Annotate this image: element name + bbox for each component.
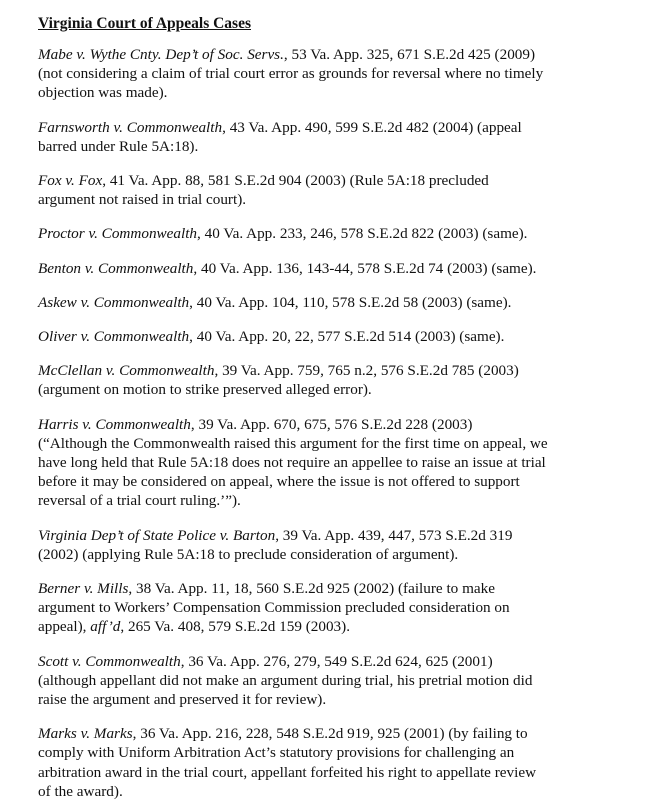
- case-parenthetical: (not considering a claim of trial court error as grounds for reversal where no timely: [38, 65, 544, 83]
- case-citation: , 39 Va. App. 670, 675, 576 S.E.2d 228 (2003): [190, 415, 473, 433]
- case-parenthetical: objection was made).: [38, 84, 168, 102]
- case-parenthetical: before it may be considered on appeal, where the issue is not offered to support: [38, 473, 520, 491]
- case-name: Marks v. Marks: [38, 725, 133, 743]
- case-name: Berner v. Mills: [38, 580, 129, 598]
- case-citation: , 43 Va. App. 490, 599 S.E.2d 482 (2004) (appeal: [222, 118, 522, 136]
- case-entry-marks: [38, 724, 628, 801]
- case-citation: , 53 Va. App. 325, 671 S.E.2d 425 (2009): [283, 46, 536, 63]
- case-parenthetical: (“Although the Commonwealth raised this argument for the first time on appeal, we: [38, 434, 548, 452]
- case-citation: , 41 Va. App. 88, 581 S.E.2d 904 (2003) (Rule 5A:18 precluded: [102, 172, 489, 190]
- case-entry-mabe: [38, 45, 628, 103]
- case-entry-fox: [38, 171, 628, 209]
- case-parenthetical: argument not raised in trial court).: [38, 191, 247, 209]
- case-parenthetical: argument to Workers’ Compensation Commission precluded consideration on: [38, 599, 510, 617]
- case-name: McClellan v. Commonwealth: [38, 362, 215, 380]
- case-name: Farnsworth v. Commonwealth: [38, 118, 223, 136]
- case-citation: , 39 Va. App. 439, 447, 573 S.E.2d 319: [275, 526, 513, 544]
- case-parenthetical: barred under Rule 5A:18).: [38, 137, 199, 155]
- case-entry-askew: [38, 293, 628, 312]
- case-citation: , 38 Va. App. 11, 18, 560 S.E.2d 925 (2002) (failure to make: [128, 580, 495, 598]
- case-entry-scott: [38, 652, 628, 710]
- case-parenthetical: (2002) (applying Rule 5A:18 to preclude consideration of argument).: [38, 545, 459, 563]
- case-name: Fox v. Fox: [38, 172, 103, 190]
- case-name: Benton v. Commonwealth: [38, 259, 194, 277]
- case-name: Askew v. Commonwealth: [38, 293, 190, 311]
- case-citation: , 39 Va. App. 759, 765 n.2, 576 S.E.2d 785 (2003): [214, 362, 519, 380]
- case-entry-farnsworth: [38, 118, 628, 156]
- case-parenthetical: arbitration award in the trial court, appellant forfeited his right to appellate review: [38, 763, 537, 781]
- case-entry-benton: [38, 259, 628, 278]
- case-citation: , 40 Va. App. 233, 246, 578 S.E.2d 822 (2003) (same).: [197, 225, 528, 243]
- case-name: Proctor v. Commonwealth: [38, 225, 198, 243]
- case-entry-oliver: [38, 327, 628, 346]
- case-citation: , 40 Va. App. 104, 110, 578 S.E.2d 58 (2003) (same).: [189, 293, 512, 311]
- case-name: Oliver v. Commonwealth: [38, 328, 190, 346]
- subsequent-history-signal: aff’d: [90, 618, 121, 636]
- case-parenthetical: (argument on motion to strike preserved alleged error).: [38, 381, 372, 399]
- case-name: Mabe v. Wythe Cnty. Dep’t of Soc. Servs.: [38, 46, 284, 63]
- case-parenthetical: reversal of a trial court ruling.’”).: [38, 492, 241, 510]
- case-citation: , 36 Va. App. 276, 279, 549 S.E.2d 624, 625 (2001): [180, 652, 493, 670]
- case-citation: , 40 Va. App. 20, 22, 577 S.E.2d 514 (2003) (same).: [189, 328, 505, 346]
- case-parenthetical: comply with Uniform Arbitration Act’s statutory provisions for challenging an: [38, 744, 515, 762]
- case-parenthetical: raise the argument and preserved it for review).: [38, 691, 327, 709]
- case-citation: , 40 Va. App. 136, 143-44, 578 S.E.2d 74 (2003) (same).: [193, 259, 537, 277]
- section-heading: Virginia Court of Appeals Cases: [38, 15, 251, 32]
- case-name: Harris v. Commonwealth: [38, 415, 191, 433]
- case-entry-harris: [38, 415, 628, 511]
- case-entry-berner: [38, 579, 628, 637]
- case-parenthetical: , 265 Va. 408, 579 S.E.2d 159 (2003).: [120, 618, 351, 636]
- case-entry-barton: [38, 526, 628, 564]
- case-name: Virginia Dep’t of State Police v. Barton: [38, 526, 276, 544]
- case-citation: , 36 Va. App. 216, 228, 548 S.E.2d 919, 925 (2001) (by failing to: [132, 725, 528, 743]
- case-entry-proctor: [38, 224, 628, 243]
- case-parenthetical: (although appellant did not make an argument during trial, his pretrial motion did: [38, 671, 533, 689]
- case-name: Scott v. Commonwealth: [38, 652, 181, 670]
- case-parenthetical: appeal),: [38, 618, 91, 636]
- case-entry-mcclellan: [38, 361, 628, 399]
- case-parenthetical: of the award).: [38, 782, 123, 800]
- case-parenthetical: have long held that Rule 5A:18 does not require an appellee to raise an issue at trial: [38, 454, 546, 472]
